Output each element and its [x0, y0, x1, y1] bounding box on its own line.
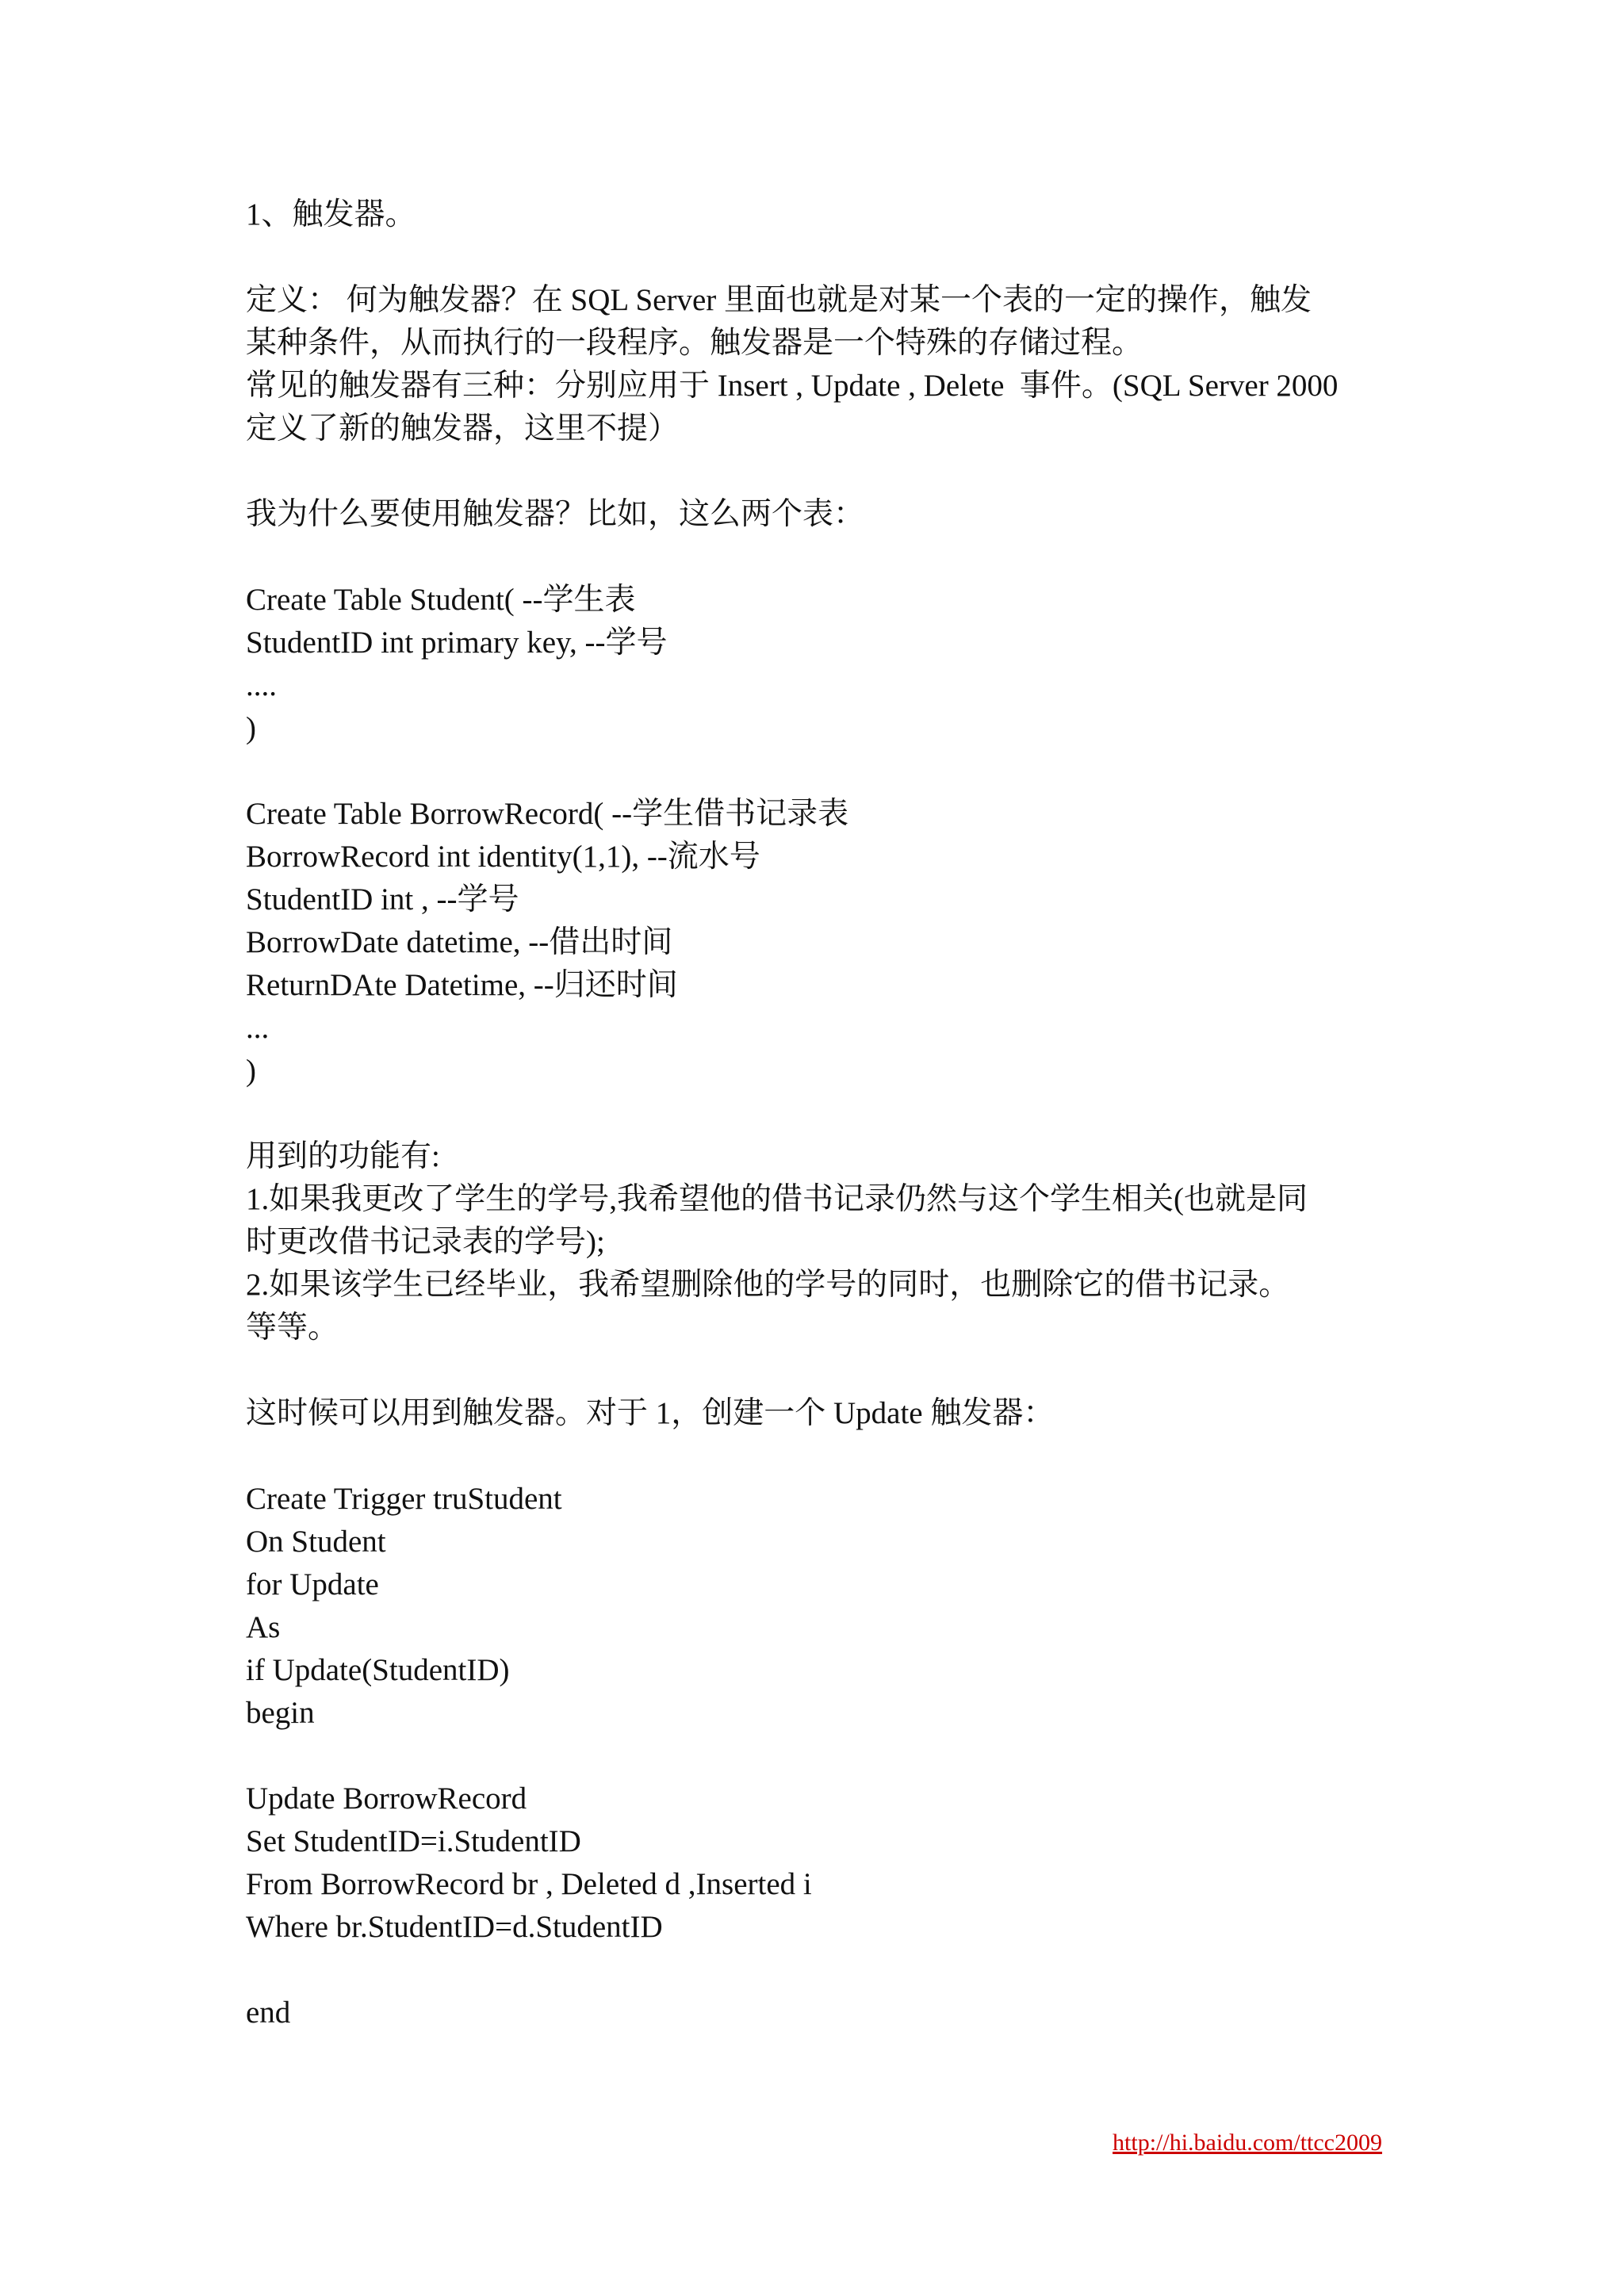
code-line: for Update	[246, 1567, 379, 1601]
code-line: Create Table Student( --学生表	[246, 583, 636, 617]
update-code	[246, 1777, 1388, 1949]
definition-line-2: 某种条件，从而执行的一段程序。触发器是一个特殊的存储过程。	[246, 326, 1143, 360]
code-line: ReturnDAte Datetime, --归还时间	[246, 968, 678, 1002]
feature-item-1-line-1: 1.如果我更改了学生的学号,我希望他的借书记录仍然与这个学生相关(也就是同	[246, 1182, 1308, 1216]
trigger-code	[246, 1478, 1388, 1735]
spacer	[246, 1093, 1388, 1135]
spacer	[246, 236, 1388, 279]
code-line: )	[246, 711, 256, 745]
code-line: )	[246, 1054, 256, 1088]
why-question: 我为什么要使用触发器？比如，这么两个表：	[246, 497, 865, 531]
code-line: Create Trigger truStudent	[246, 1482, 562, 1516]
code-line: BorrowDate datetime, --借出时间	[246, 925, 673, 959]
code-line: As	[246, 1610, 281, 1644]
features-list	[246, 1135, 1388, 1349]
code-line: if Update(StudentID)	[246, 1653, 510, 1687]
code-line: Update BorrowRecord	[246, 1781, 527, 1816]
code-line: Where br.StudentID=d.StudentID	[246, 1910, 663, 1944]
definition-line-1: 定义： 何为触发器？在 SQL Server 里面也就是对某一个表的一定的操作，触发	[246, 283, 1312, 317]
spacer	[246, 1949, 1388, 1992]
trigger-intro: 这时候可以用到触发器。对于 1，创建一个 Update 触发器：	[246, 1396, 1055, 1430]
code-line: Create Table BorrowRecord( --学生借书记录表	[246, 797, 849, 831]
feature-item-2-line-1: 2.如果该学生已经毕业，我希望删除他的学号的同时，也删除它的借书记录。	[246, 1268, 1290, 1302]
footer-url-link[interactable]: http://hi.baidu.com/ttcc2009	[1113, 2130, 1382, 2156]
definition-line-4: 定义了新的触发器，这里不提）	[246, 411, 680, 446]
code-line: StudentID int , --学号	[246, 882, 519, 916]
student-table-code	[246, 579, 1388, 750]
spacer	[246, 1735, 1388, 1777]
spacer	[246, 750, 1388, 793]
code-line: From BorrowRecord br , Deleted d ,Inserted i	[246, 1867, 812, 1901]
spacer	[246, 536, 1388, 579]
code-line: BorrowRecord int identity(1,1), --流水号	[246, 840, 760, 874]
code-line: ...	[246, 1011, 270, 1045]
code-line: begin	[246, 1696, 315, 1730]
end-keyword: end	[246, 1996, 291, 2030]
document-body	[246, 193, 1388, 2034]
code-line: On Student	[246, 1525, 386, 1559]
feature-item-1-line-2: 时更改借书记录表的学号);	[246, 1225, 605, 1259]
section-heading: 1、触发器。	[246, 197, 416, 232]
definition-line-3: 常见的触发器有三种：分别应用于 Insert , Update , Delete 事件。(SQL Server 2000	[246, 369, 1339, 403]
spacer	[246, 450, 1388, 493]
spacer	[246, 1435, 1388, 1478]
features-title: 用到的功能有:	[246, 1139, 440, 1173]
code-line: Set StudentID=i.StudentID	[246, 1824, 581, 1858]
borrow-table-code	[246, 793, 1388, 1093]
code-line: StudentID int primary key, --学号	[246, 626, 668, 660]
spacer	[246, 1349, 1388, 1392]
feature-item-2-line-2: 等等。	[246, 1311, 339, 1345]
code-line: ....	[246, 668, 277, 702]
